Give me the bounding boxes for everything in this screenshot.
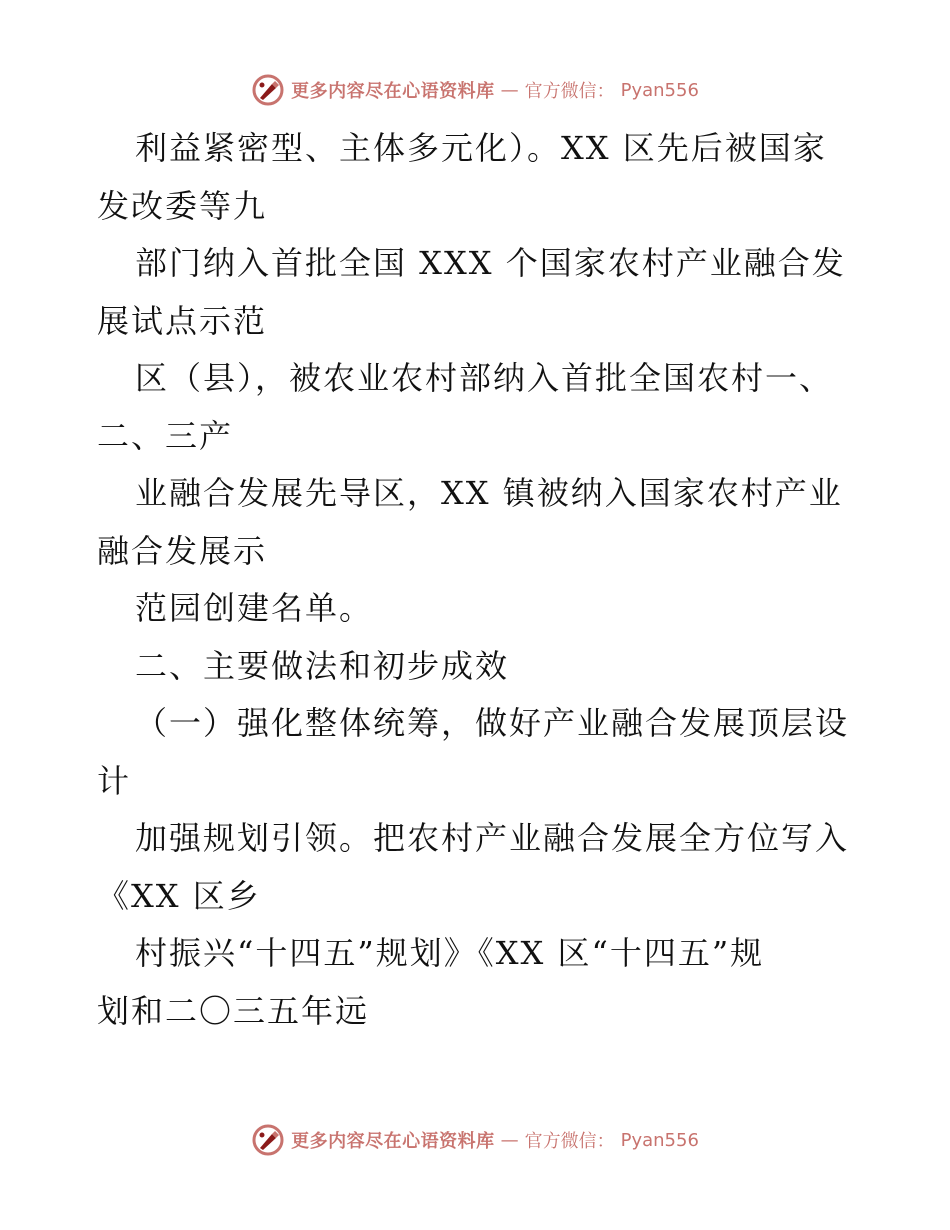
text-line: 二、三产 [97,416,234,455]
subsection-heading: （一）强化整体统筹，做好产业融合发展顶层设 [135,704,850,742]
text-line: 利益紧密型、主体多元化）。XX 区先后被国家 [135,129,827,167]
watermark-banner-bottom [0,1120,950,1160]
watermark-separator: — [500,1129,519,1151]
text-line: 《XX 区乡 [97,876,261,915]
text-line: 划和二〇三五年远 [97,991,370,1030]
pen-nib-logo-icon [251,73,285,107]
section-heading: 二、主要做法和初步成效 [135,646,510,685]
text-line: 发改委等九 [97,186,268,225]
document-body [97,120,867,1040]
text-line: 部门纳入首批全国 XXX 个国家农村产业融合发 [135,244,846,282]
text-line: 加强规划引领。把农村产业融合发展全方位写入 [135,819,850,857]
watermark-wechat-label: 官方微信： [524,81,615,102]
watermark-site-text: 更多内容尽在心语资料库 [291,81,495,102]
watermark-banner-top [0,70,950,110]
watermark-separator: — [500,79,519,101]
text-line: 业融合发展先导区，XX 镇被纳入国家农村产业 [135,474,843,512]
watermark-site-text: 更多内容尽在心语资料库 [291,1131,495,1152]
pen-nib-logo-icon [251,1123,285,1157]
text-line: 展试点示范 [97,301,268,340]
text-line: 计 [97,761,132,800]
text-line: 范园创建名单。 [135,589,374,627]
text-line: 村振兴“十四五”规划》《XX 区“十四五”规 [135,934,765,972]
text-line: 区（县），被农业农村部纳入首批全国农村一、 [135,359,834,397]
watermark-wechat-label: 官方微信： [524,1131,615,1152]
watermark-wechat-id: Pyan556 [620,1129,699,1151]
text-line: 融合发展示 [97,531,268,570]
watermark-wechat-id: Pyan556 [620,79,699,101]
